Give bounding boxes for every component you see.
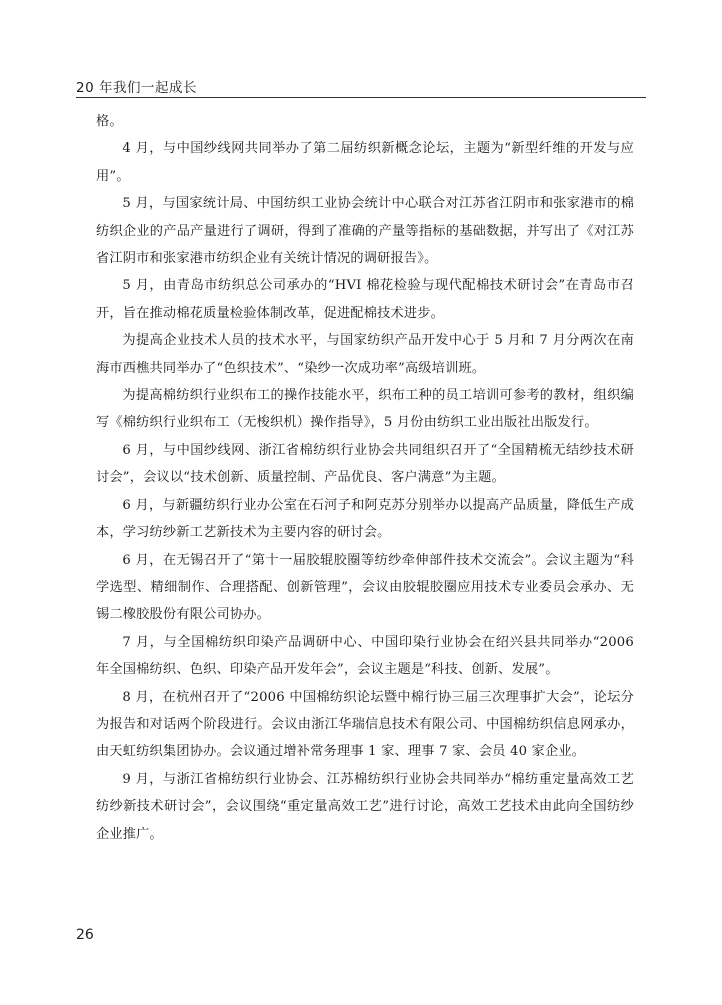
paragraph: 7 月，与全国棉纺织印染产品调研中心、中国印染行业协会在绍兴县共同举办“2006 年全国棉纺织、色织、印染产品开发年会”，会议主题是“科技、创新、发展”。 (96, 634, 634, 678)
paragraph: 为提高企业技术人员的技术水平，与国家纺织产品开发中心于 5 月和 7 月分两次在南海市西樵共同举办了“色织技术”、“染纱一次成功率”高级培训班。 (96, 333, 634, 376)
paragraph: 6 月，在无锡召开了“第十一届胶辊胶圈等纺纱牵伸部件技术交流会”。会议主题为“科学选型、精细制作、合理搭配、创新管理”，会议由胶辊胶圈应用技术专业委员会承办、无锡二橡胶股份有限公司协办。 (96, 552, 634, 623)
paragraph: 6 月，与新疆纺织行业办公室在石河子和阿克苏分别举办以提高产品质量，降低生产成本，学习纺纱新工艺新技术为主要内容的研讨会。 (96, 497, 634, 541)
running-header: 20 年我们一起成长 (76, 80, 197, 96)
paragraph: 格。 (96, 114, 123, 129)
header-rule (76, 97, 646, 98)
body-text (96, 108, 634, 848)
paragraph: 4 月，与中国纱线网共同举办了第二届纺织新概念论坛，主题为“新型纤维的开发与应用”。 (96, 141, 634, 184)
paragraph: 5 月，与国家统计局、中国纺织工业协会统计中心联合对江苏省江阴市和张家港市的棉纺织企业的产品产量进行了调研，得到了准确的产量等指标的基础数据，并写出了《对江苏省江阴市和张家港市纺织企业有关统计情况的调研报告》。 (96, 196, 634, 267)
paragraph: 8 月，在杭州召开了“2006 中国棉纺织论坛暨中棉行协三届三次理事扩大会”，论坛分为报告和对话两个阶段进行。会议由浙江华瑞信息技术有限公司、中国棉纺织信息网承办，由天虹纺织集团协办。会议通过增补常务理事 1 家、理事 7 家、会员 40 家企业。 (96, 689, 634, 760)
paragraph: 5 月，由青岛市纺织总公司承办的“HVI 棉花检验与现代配棉技术研讨会”在青岛市召开，旨在推动棉花质量检验体制改革，促进配棉技术进步。 (96, 278, 634, 321)
page-number: 26 (76, 927, 94, 943)
paragraph: 为提高棉纺织行业织布工的操作技能水平，织布工种的员工培训可参考的教材，组织编写《棉纺织行业织布工（无梭织机）操作指导》，5 月份由纺织工业出版社出版发行。 (96, 388, 634, 431)
paragraph: 9 月，与浙江省棉纺织行业协会、江苏棉纺织行业协会共同举办“棉纺重定量高效工艺纺纱新技术研讨会”，会议围绕“重定量高效工艺”进行讨论，高效工艺技术由此向全国纺纱企业推广。 (96, 771, 634, 842)
paragraph: 6 月，与中国纱线网、浙江省棉纺织行业协会共同组织召开了“全国精梳无结纱技术研讨会”，会议以“技术创新、质量控制、产品优良、客户满意”为主题。 (96, 442, 634, 486)
